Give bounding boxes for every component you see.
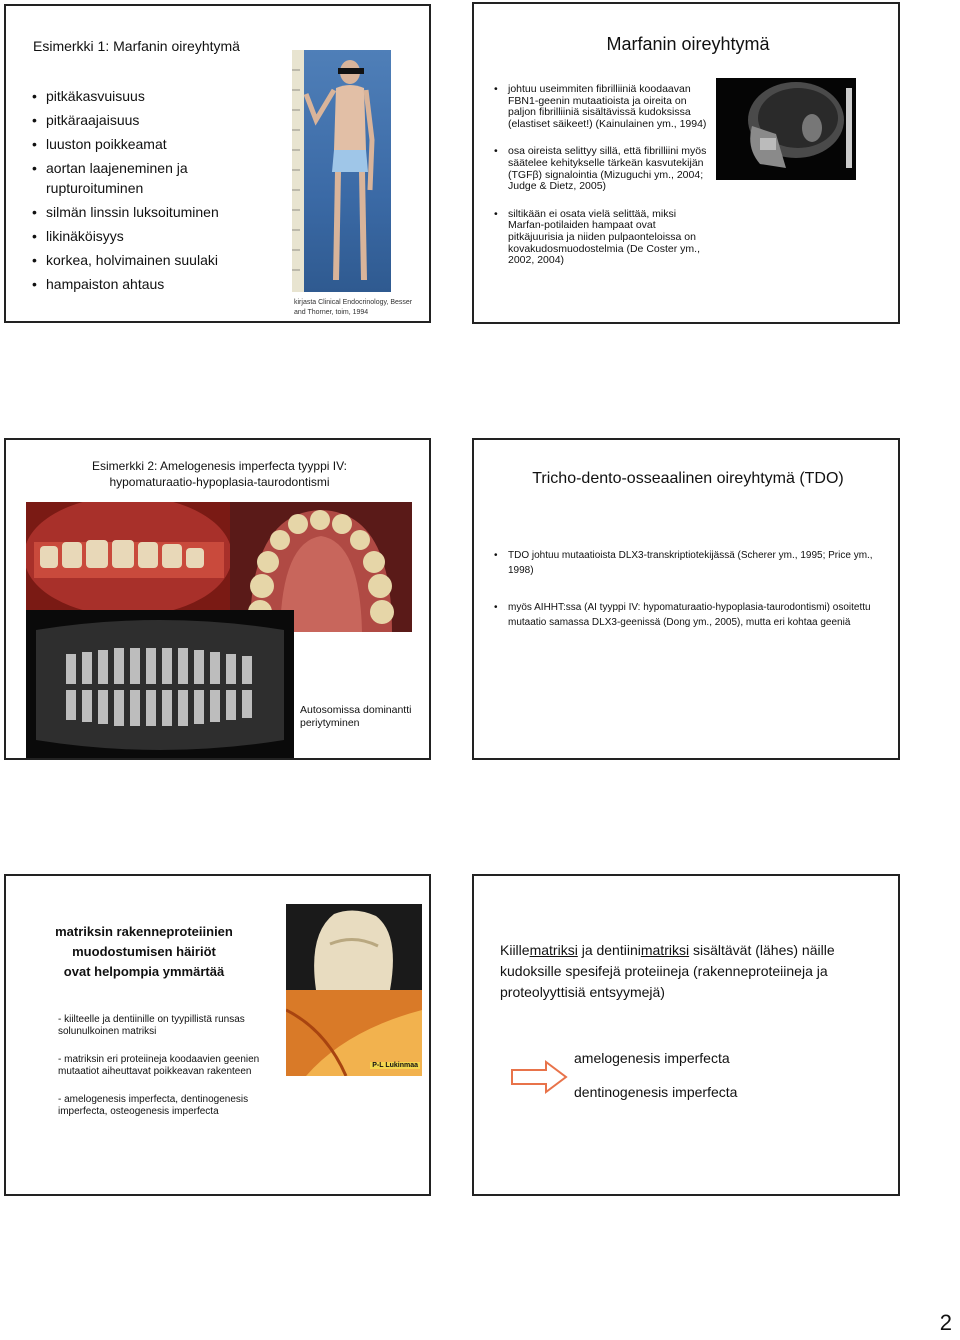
slide-marfan-syndrome (472, 2, 900, 324)
condition-dentinogenesis: dentinogenesis imperfecta (574, 1084, 738, 1100)
list-item: • luuston poikkeamat (32, 134, 252, 154)
info-list (494, 84, 714, 267)
list-item: • aortan laajeneminen ja rupturoituminen (32, 158, 252, 198)
slide-marfan-example (4, 4, 431, 323)
list-item: • hampaiston ahtaus (32, 274, 252, 294)
list-item: • osa oireista selittyy sillä, että fibrilliini myös säätelee kehitykselle tärkeän kasvutekijän (TGFβ) signalointia (Mizuguchi ym., 2004; Judge & Dietz, 2005) (494, 146, 714, 192)
heading-line-2: muodostumisen häiriöt (72, 944, 216, 959)
slide-matrix-proteins (4, 874, 431, 1196)
list-item: - kiilteelle ja dentiinille on tyypillistä runsas solunulkoinen matriksi (58, 1014, 245, 1037)
patient-photo (292, 50, 391, 292)
list-item: • johtuu useimmiten fibrilliiniä koodaavan FBN1-geenin mutaatioista ja oireita on paljon fibrilliiniä sisältävissä kudoksissa (elastiset säikeet!) (Kainulainen ym., 1994) (494, 84, 714, 130)
main-text: Kiillematriksi ja dentiinimatriksi sisältävät (lähes) näille kudoksille spesifejä proteiineja (rakenneproteiineja ja proteolyyttisiä entsyymejä) (500, 942, 835, 1000)
slide-amelogenesis-example (4, 438, 431, 760)
page-number: 2 (939, 1310, 952, 1335)
skull-xray (716, 78, 856, 180)
list-item: • silmän linssin luksoituminen (32, 202, 252, 222)
matrix-term: matriksi (640, 942, 690, 958)
inheritance-note: Autosomissa dominantti periytyminen (300, 704, 412, 729)
symptom-list (32, 86, 252, 294)
slide-title: Marfanin oireyhtymä (606, 34, 770, 54)
item-list (58, 1014, 276, 1118)
slide-title (6, 458, 431, 490)
slide-heading (34, 922, 254, 982)
list-item: • korkea, holvimainen suulaki (32, 250, 252, 270)
list-item: • pitkäraajaisuus (32, 110, 252, 130)
list-item: • likinäköisyys (32, 226, 252, 246)
list-item: - matriksin eri proteiineja koodaavien geenien mutaatiot aiheuttavat poikkeavan rakenteen (58, 1054, 260, 1077)
list-item: • myös AIHHT:ssa (AI tyyppi IV: hypomaturaatio-hypoplasia-taurodontismi) osoitettu mutaatio samassa DLX3-geenissä (Dong ym., 2005), mutta eri kohtaa geeniä (494, 600, 874, 630)
tooth-photo (286, 904, 422, 990)
slide-enamel-dentin (472, 874, 900, 1196)
slide-title: Tricho-dento-osseaalinen oireyhtymä (TDO) (532, 470, 844, 487)
info-list (494, 548, 874, 630)
panoramic-xray (26, 610, 294, 760)
list-item: • pitkäkasvuisuus (32, 86, 252, 106)
photo-caption: kirjasta Clinical Endocrinology, Besser and Thorner, toim, 1994 (294, 299, 413, 316)
list-item: - amelogenesis imperfecta, dentinogenesis imperfecta, osteogenesis imperfecta (58, 1094, 249, 1117)
matrix-term: matriksi (529, 942, 578, 958)
tissue-micrograph (286, 990, 422, 1076)
title-line-2: hypomaturaatio-hypoplasia-taurodontismi (109, 475, 330, 489)
teeth-front-photo (26, 502, 230, 610)
slide-tdo (472, 438, 900, 760)
slide-title: Esimerkki 1: Marfanin oireyhtymä (33, 38, 240, 54)
heading-line-3: ovat helpompia ymmärtää (63, 964, 225, 979)
heading-line-1: matriksin rakenneproteiinien (55, 924, 233, 939)
arrow-icon (510, 1060, 568, 1094)
condition-amelogenesis: amelogenesis imperfecta (574, 1050, 730, 1066)
list-item: • siltikään ei osata vielä selittää, miksi Marfan-potilaiden hampaat ovat pitkäjuurisia ja niiden pulpaonteloissa on kovakudosmuodostelmia (De Coster ym., 2002, 2004) (494, 209, 714, 267)
title-line-1: Esimerkki 2: Amelogenesis imperfecta tyyppi IV: (92, 459, 347, 473)
photo-credit: P-L Lukinmaa (372, 1062, 418, 1069)
list-item: • TDO johtuu mutaatioista DLX3-transkriptiotekijässä (Scherer ym., 1995; Price ym., 1998) (494, 548, 874, 578)
